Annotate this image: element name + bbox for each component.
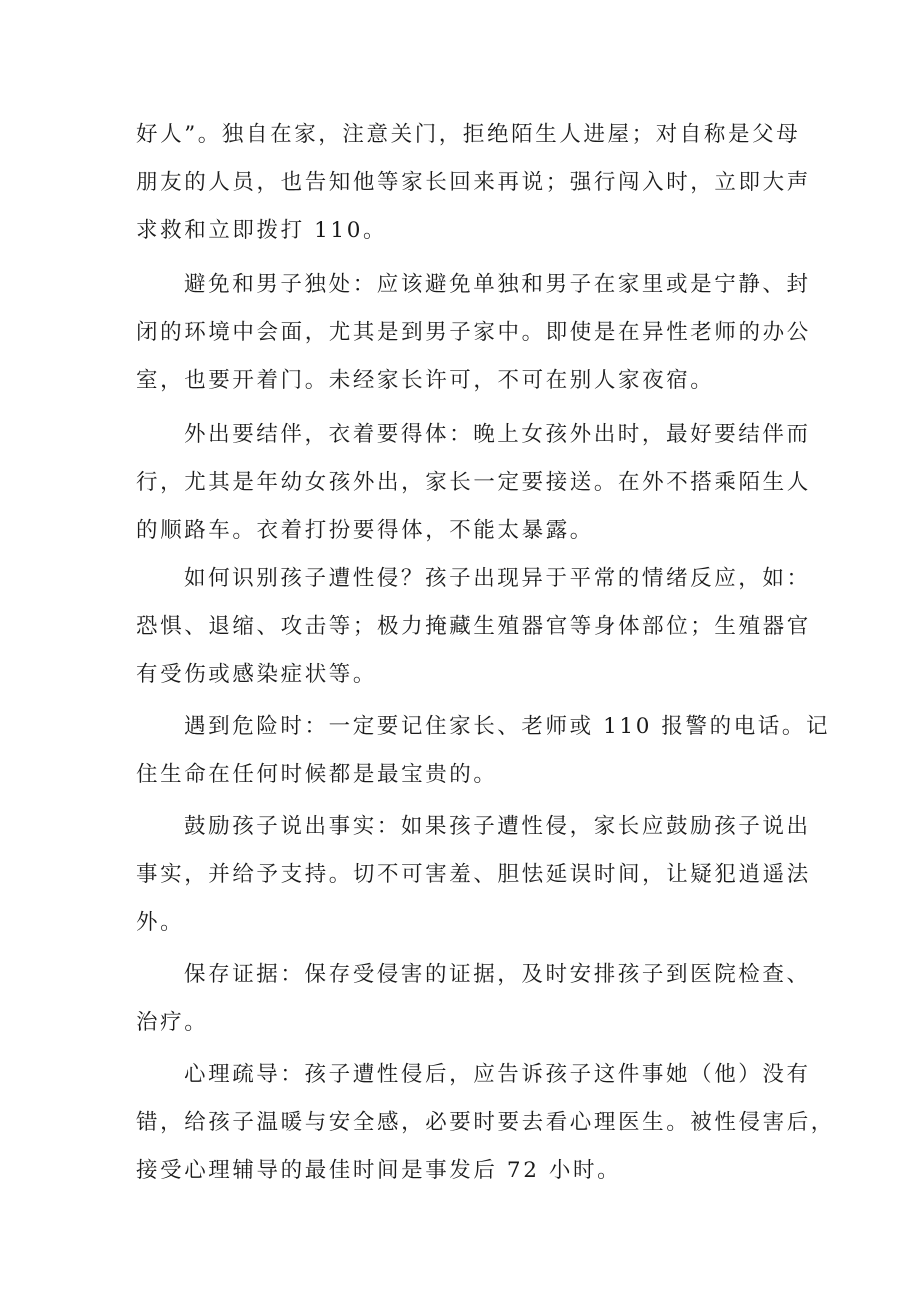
text-line: 住生命在任何时候都是最宝贵的。 bbox=[136, 762, 498, 787]
paragraph-first-line: 如何识别孩子遭性侵？孩子出现异于平常的情绪反应，如： bbox=[184, 566, 811, 591]
text-line: 朋友的人员，也告知他等家长回来再说；强行闯入时，立即大声 bbox=[136, 170, 811, 195]
paragraph-first-line: 外出要结伴，衣着要得体：晚上女孩外出时，最好要结伴而 bbox=[184, 422, 811, 447]
text-line: 接受心理辅导的最佳时间是事发后 72 小时。 bbox=[136, 1158, 622, 1183]
paragraph-first-line: 遇到危险时：一定要记住家长、老师或 110 报警的电话。记 bbox=[184, 714, 831, 739]
text-line: 室，也要开着门。未经家长许可，不可在别人家夜宿。 bbox=[136, 368, 715, 393]
text-line: 有受伤或感染症状等。 bbox=[136, 662, 378, 687]
text-line: 闭的环境中会面，尤其是到男子家中。即使是在异性老师的办公 bbox=[136, 320, 811, 345]
text-line: 求救和立即拨打 110。 bbox=[136, 218, 388, 243]
text-line: 事实，并给予支持。切不可害羞、胆怯延误时间，让疑犯逍遥法 bbox=[136, 862, 811, 887]
paragraph-first-line: 避免和男子独处：应该避免单独和男子在家里或是宁静、封 bbox=[184, 272, 811, 297]
paragraph-first-line: 心理疏导：孩子遭性侵后，应告诉孩子这件事她（他）没有 bbox=[184, 1062, 811, 1087]
text-line: 错，给孩子温暖与安全感，必要时要去看心理医生。被性侵害后， bbox=[136, 1110, 835, 1135]
text-line: 行，尤其是年幼女孩外出，家长一定要接送。在外不搭乘陌生人 bbox=[136, 470, 811, 495]
text-line: 的顺路车。衣着打扮要得体，不能太暴露。 bbox=[136, 518, 594, 543]
text-line: 治疗。 bbox=[136, 1010, 209, 1035]
paragraph-first-line: 鼓励孩子说出事实：如果孩子遭性侵，家长应鼓励孩子说出 bbox=[184, 814, 811, 839]
text-line: 好人”。独自在家，注意关门，拒绝陌生人进屋；对自称是父母 bbox=[136, 122, 801, 147]
text-line: 恐惧、退缩、攻击等；极力掩藏生殖器官等身体部位；生殖器官 bbox=[136, 614, 811, 639]
paragraph-first-line: 保存证据：保存受侵害的证据，及时安排孩子到医院检查、 bbox=[184, 962, 811, 987]
text-line: 外。 bbox=[136, 910, 185, 935]
